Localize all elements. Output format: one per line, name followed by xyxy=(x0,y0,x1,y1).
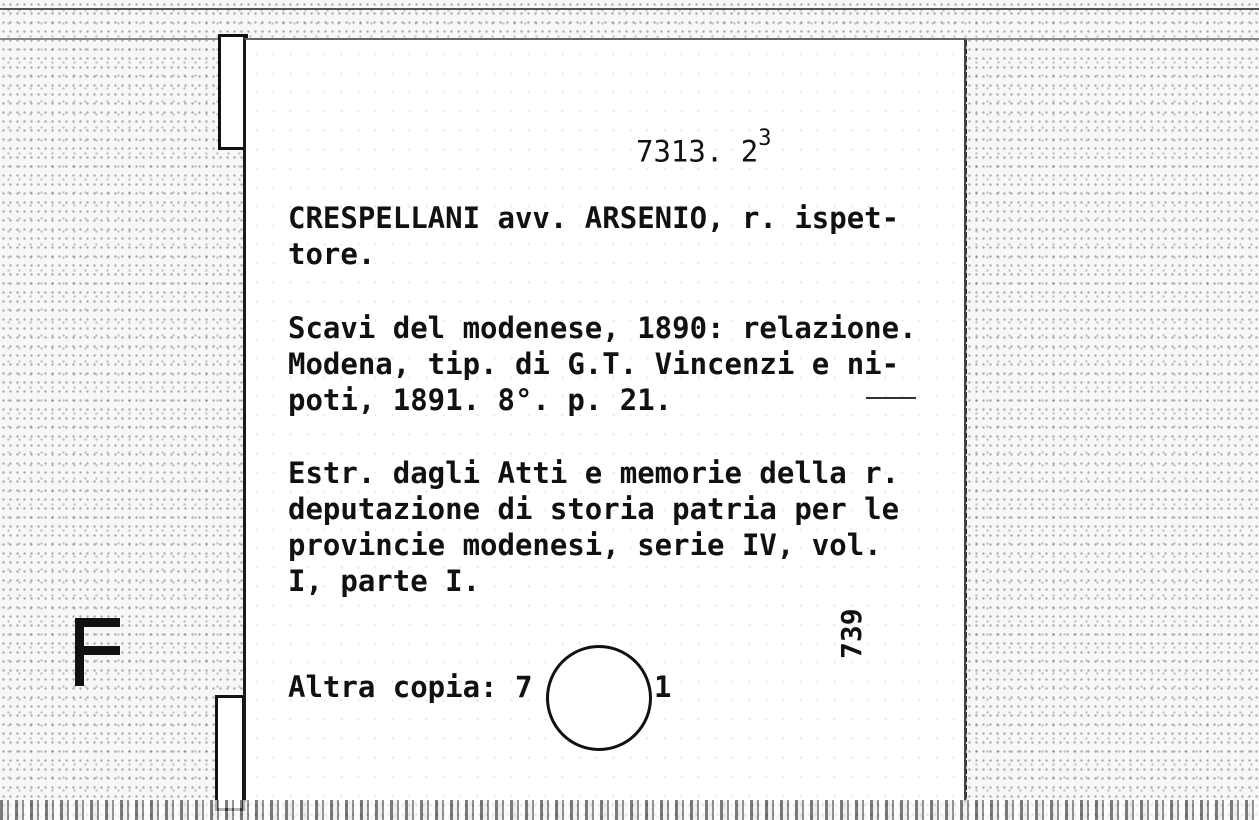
right-panel-top-line xyxy=(965,38,1259,40)
other-copy-tail: 1 xyxy=(654,670,672,704)
note-extract: Estr. dagli Atti e memorie della r. deputazione di storia patria per le provincie modenesi, serie IV, vol. I, parte I. xyxy=(288,456,900,598)
punch-hole xyxy=(546,645,652,751)
left-panel-top-line xyxy=(0,38,240,40)
title-imprint: Scavi del modenese, 1890: relazione. Modena, tip. di G.T. Vincenzi e ni- poti, 1891. 8°. p. 21. xyxy=(288,311,917,417)
card-tab-bottom xyxy=(215,695,245,811)
guide-letter-mark xyxy=(75,618,120,686)
bottom-scan-noise xyxy=(0,800,1259,820)
author-heading: CRESPELLANI avv. ARSENIO, r. ispet- tore. xyxy=(288,201,900,271)
pencil-dash xyxy=(866,397,916,399)
top-edge-line xyxy=(0,8,1259,10)
other-copy-label: Altra copia: 7 xyxy=(288,670,533,704)
stamp-area xyxy=(831,595,871,665)
catalog-card xyxy=(243,38,966,802)
call-number: 7313. $2^3$ xyxy=(636,126,772,169)
stamp-number: 739 xyxy=(835,608,868,659)
